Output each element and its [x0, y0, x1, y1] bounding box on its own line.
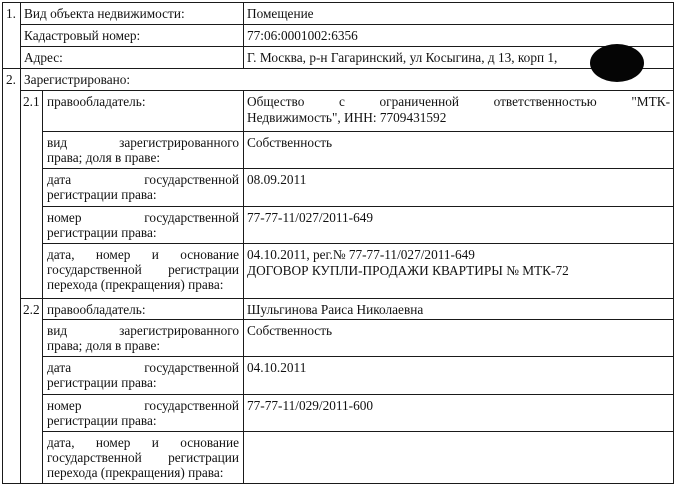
row-divider: [42, 431, 674, 432]
registration-number-label: регистрации права:: [47, 413, 157, 428]
holder-label: правообладатель:: [47, 94, 146, 109]
transfer-label: государственной регистрации: [47, 262, 239, 277]
owner-number: 2.2: [23, 302, 40, 317]
transfer-label: перехода (прекращения) права:: [47, 277, 224, 292]
registration-date-value: 08.09.2011: [247, 172, 307, 187]
redaction-mark: [590, 44, 644, 82]
row-divider: [20, 46, 674, 47]
registration-date-label: регистрации права:: [47, 375, 157, 390]
row-divider: [20, 24, 674, 25]
cadastral-number-value: 77:06:0001002:6356: [247, 28, 358, 43]
row-divider: [42, 206, 674, 207]
address-value: Г. Москва, р-н Гагаринский, ул Косыгина, д 13, корп 1,: [247, 50, 558, 65]
value-column-rule: [243, 2, 244, 68]
right-type-label: вид зарегистрированного: [47, 135, 239, 150]
subnumber-column-rule: [42, 90, 43, 484]
registration-number-label: номер государственной: [47, 210, 239, 225]
table-border-top: [2, 2, 674, 3]
row-divider: [20, 90, 674, 91]
transfer-label: перехода (прекращения) права:: [47, 465, 224, 480]
table-border-right: [673, 2, 674, 484]
row-divider: [42, 319, 674, 320]
table-border-left: [2, 2, 3, 484]
row-divider: [42, 356, 674, 357]
transfer-label: дата, номер и основание: [47, 247, 239, 262]
registration-number-value: 77-77-11/027/2011-649: [247, 210, 374, 225]
table-border-bottom: [2, 483, 674, 484]
holder-value: Шульгинова Раиса Николаевна: [247, 302, 424, 317]
registration-number-value: 77-77-11/029/2011-600: [247, 398, 374, 413]
cadastral-number-label: Кадастровый номер:: [24, 28, 141, 43]
section-2-title: Зарегистрировано:: [24, 72, 131, 87]
transfer-label: государственной регистрации: [47, 450, 239, 465]
row-divider: [42, 394, 674, 395]
registration-number-label: номер государственной: [47, 398, 239, 413]
section-divider: [2, 68, 674, 69]
registration-date-label: дата государственной: [47, 172, 239, 187]
object-type-value: Помещение: [247, 6, 314, 21]
right-type-label: вид зарегистрированного: [47, 323, 239, 338]
registration-date-value: 04.10.2011: [247, 360, 307, 375]
transfer-label: дата, номер и основание: [47, 435, 239, 450]
row-divider: [42, 243, 674, 244]
object-type-label: Вид объекта недвижимости:: [24, 6, 185, 21]
row-divider: [42, 168, 674, 169]
transfer-value: ДОГОВОР КУПЛИ-ПРОДАЖИ КВАРТИРЫ № МТК-72: [247, 263, 569, 278]
owner-number: 2.1: [23, 94, 40, 109]
right-type-label: права; доля в праве:: [47, 150, 161, 165]
registration-number-label: регистрации права:: [47, 225, 157, 240]
number-column-rule: [20, 2, 21, 484]
right-type-value: Собственность: [247, 323, 333, 338]
row-divider: [42, 131, 674, 132]
right-type-label: права; доля в праве:: [47, 338, 161, 353]
owner-divider: [20, 298, 674, 299]
registration-date-label: дата государственной: [47, 360, 239, 375]
right-type-value: Собственность: [247, 135, 333, 150]
registration-date-label: регистрации права:: [47, 187, 157, 202]
registry-extract-table: [2, 2, 674, 484]
value-column-rule: [243, 90, 244, 484]
transfer-value: 04.10.2011, рег.№ 77-77-11/027/2011-649: [247, 247, 475, 262]
section-2-number: 2.: [6, 72, 16, 87]
address-label: Адрес:: [24, 50, 63, 65]
holder-label: правообладатель:: [47, 302, 146, 317]
section-1-number: 1.: [6, 6, 16, 21]
holder-value: Общество с ограниченной ответственностью "МТК-: [247, 94, 670, 109]
holder-value: Недвижимость", ИНН: 7709431592: [247, 110, 447, 125]
